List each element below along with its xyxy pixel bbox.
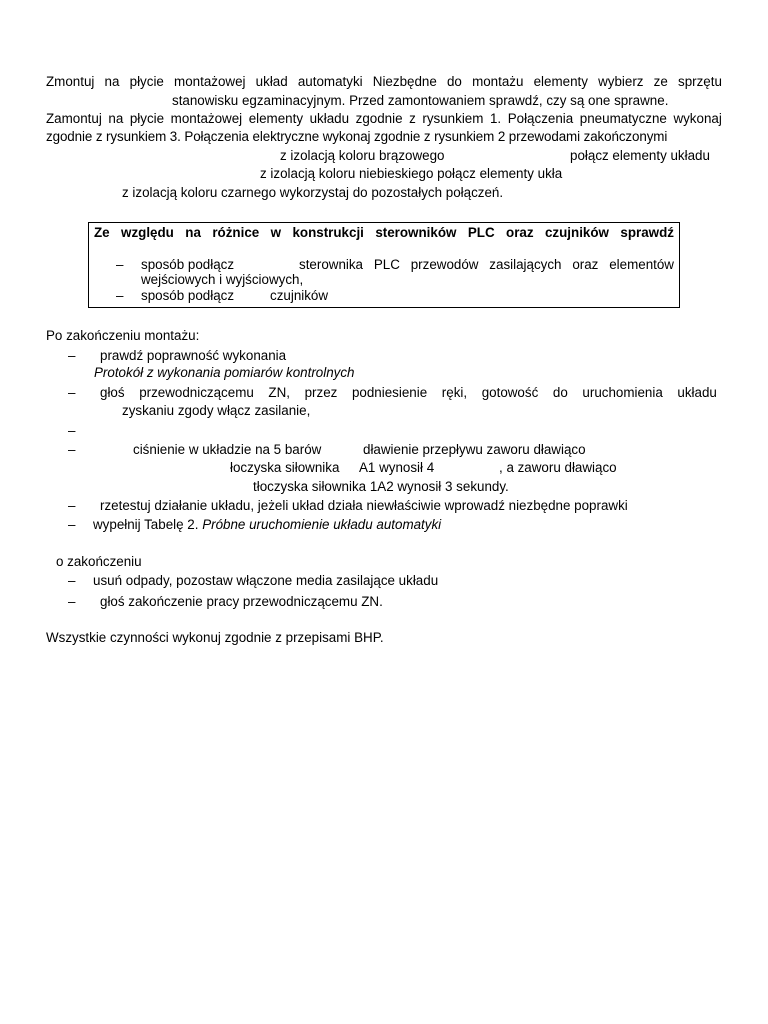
word: przewodniczącemu xyxy=(139,385,254,400)
intro-line-1 xyxy=(46,73,722,92)
intro-line-6: z izolacją koloru niebieskiego połącz elementy ukła xyxy=(260,166,563,181)
word: ZN, xyxy=(268,385,290,400)
step-4-text-a: ciśnienie w układzie na 5 barów xyxy=(133,442,322,457)
notice-box-header xyxy=(94,224,674,243)
intro-line-3 xyxy=(46,110,722,129)
word: Niezbędne xyxy=(372,74,437,89)
step-4-text-d: A1 wynosił 4 xyxy=(359,460,435,475)
step-4-text-b: dławienie przepływu zaworu dławiąco xyxy=(363,442,586,457)
step-4-text-f: tłoczyska siłownika 1A2 wynosił 3 sekundy. xyxy=(253,479,509,494)
step-4-text-e: , a zaworu dławiąco xyxy=(499,460,617,475)
word: PLC xyxy=(373,257,400,272)
word: montażowej xyxy=(170,111,243,126)
word: sterownika xyxy=(299,257,364,272)
word: Zamontuj xyxy=(46,111,102,126)
word: przewodów xyxy=(410,257,479,272)
box-item-2-lead: sposób podłącz xyxy=(141,288,235,303)
end-step-2-text: głoś zakończenie pracy przewodniczącemu ZN. xyxy=(100,594,383,609)
bullet-dash: – xyxy=(68,442,76,457)
bullet-dash: – xyxy=(68,385,76,400)
word: wybierz xyxy=(598,74,644,89)
word: na xyxy=(104,74,120,89)
word: elementy xyxy=(533,74,588,89)
step-2-text xyxy=(100,384,717,403)
word: PLC xyxy=(467,225,495,240)
word: konstrukcji xyxy=(292,225,364,240)
word: czujników xyxy=(544,225,609,240)
word: różnice xyxy=(212,225,260,240)
step-5-text: rzetestuj działanie układu, jeżeli układ działa niewłaściwie wprowadź niezbędne poprawki xyxy=(100,498,628,513)
bullet-dash: – xyxy=(68,423,76,438)
word: elementy xyxy=(248,111,304,126)
step-1-text: prawdź poprawność wykonania xyxy=(100,348,287,363)
word: do xyxy=(552,385,568,400)
word: rysunkiem xyxy=(422,111,484,126)
word: względu xyxy=(121,225,174,240)
word: pneumatyczne xyxy=(579,111,667,126)
step-2-continuation: zyskaniu zgody włącz zasilanie, xyxy=(122,403,311,418)
intro-line-2: stanowisku egzaminacyjnym. Przed zamontowaniem sprawdź, czy są one sprawne. xyxy=(172,93,669,108)
box-item-1-continuation: wejściowych i wyjściowych, xyxy=(141,272,304,287)
word: zgodnie xyxy=(355,111,403,126)
intro-line-5a: z izolacją koloru brązowego xyxy=(280,148,445,163)
end-step-1-text: usuń odpady, pozostaw włączone media zasilające układu xyxy=(93,573,439,588)
step-1-italic: Protokół z wykonania pomiarów kontrolnych xyxy=(94,365,355,380)
bullet-dash: – xyxy=(68,594,76,609)
word: 1. xyxy=(489,111,502,126)
box-item-2-text: czujników xyxy=(270,288,329,303)
word: w xyxy=(270,225,282,240)
word: przez xyxy=(304,385,338,400)
word: automatyki xyxy=(297,74,363,89)
word: płycie xyxy=(129,74,164,89)
word: oraz xyxy=(572,257,599,272)
step-6-lead: wypełnij Tabelę 2. xyxy=(93,517,199,532)
word: ręki, xyxy=(441,385,468,400)
bullet-dash: – xyxy=(68,348,76,363)
word: na xyxy=(108,111,124,126)
bullet-dash: – xyxy=(68,573,76,588)
word: montażowej xyxy=(174,74,246,89)
intro-line-4: zgodnie z rysunkiem 3. Połączenia elektryczne wykonaj zgodnie z rysunkiem 2 przewodami zakończonymi xyxy=(46,129,668,144)
word: podniesienie xyxy=(351,385,428,400)
word: płycie xyxy=(129,111,165,126)
word: sprawdź xyxy=(620,225,674,240)
box-item-1-text xyxy=(299,256,674,275)
step-4-text-c: łoczyska siłownika xyxy=(230,460,340,475)
word: zasilających xyxy=(489,257,562,272)
word: Ze xyxy=(94,225,110,240)
bullet-dash: – xyxy=(68,517,76,532)
word: oraz xyxy=(506,225,534,240)
word: układu xyxy=(309,111,350,126)
step-6-text xyxy=(93,516,441,535)
intro-line-5b: połącz elementy układu xyxy=(570,148,710,163)
word: z xyxy=(409,111,416,126)
word: sprzętu xyxy=(678,74,722,89)
word: na xyxy=(185,225,201,240)
word: elementów xyxy=(609,257,674,272)
box-item-1-lead: sposób podłącz xyxy=(141,257,235,272)
word: ze xyxy=(653,74,668,89)
section-title-end: o zakończeniu xyxy=(56,554,142,569)
bullet-dash: – xyxy=(116,257,124,272)
word: do xyxy=(446,74,462,89)
word: montażu xyxy=(472,74,524,89)
word: głoś xyxy=(100,385,125,400)
word: wykonaj xyxy=(673,111,722,126)
word: Zmontuj xyxy=(46,74,95,89)
word: Połączenia xyxy=(507,111,574,126)
word: sterowników xyxy=(375,225,457,240)
word: układ xyxy=(255,74,288,89)
step-6-italic: Próbne uruchomienie układu automatyki xyxy=(202,517,442,532)
bullet-dash: – xyxy=(68,498,76,513)
intro-line-7: z izolacją koloru czarnego wykorzystaj do pozostałych połączeń. xyxy=(122,185,504,200)
section-title-after-assembly: Po zakończeniu montażu: xyxy=(46,328,200,343)
word: układu xyxy=(677,385,717,400)
footer-note: Wszystkie czynności wykonuj zgodnie z przepisami BHP. xyxy=(46,630,384,645)
word: uruchomienia xyxy=(582,385,663,400)
bullet-dash: – xyxy=(116,288,124,303)
word: gotowość xyxy=(481,385,539,400)
